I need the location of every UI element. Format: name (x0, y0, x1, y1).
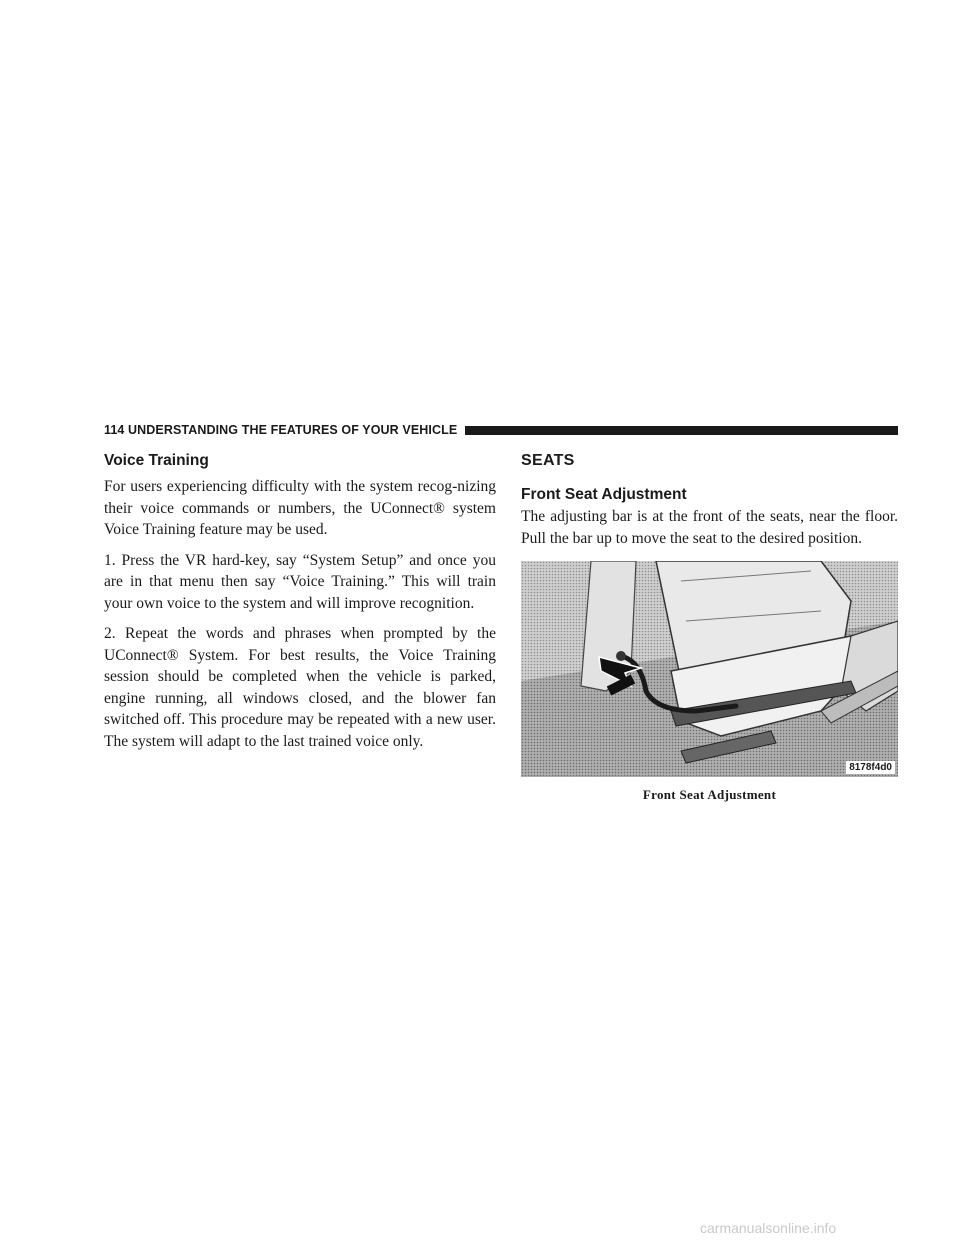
front-seat-heading: Front Seat Adjustment (521, 486, 687, 503)
front-seat-text: The adjusting bar is at the front of the seats, near the floor. Pull the bar up to move the seat to the desired position. (521, 508, 898, 547)
seat-drawing (521, 561, 898, 777)
front-seat-illustration (521, 561, 898, 777)
voice-training-intro: For users experiencing difficulty with the system recog-nizing their voice commands or numbers, the UConnect® system Voice Training feature may be used. (104, 478, 496, 538)
figure-code: 8178f4d0 (846, 761, 895, 774)
header-rule (465, 426, 898, 435)
voice-training-heading: Voice Training (104, 452, 209, 469)
figure-caption: Front Seat Adjustment (642, 787, 777, 802)
voice-training-step-2: 2. Repeat the words and phrases when prompted by the UConnect® System. For best results, the Voice Training session should be completed when the vehicle is parked, engine running, all windows closed, and the blower fan switched off. This procedure may be repeated with a new user. The system will adapt to the last trained voice only. (104, 625, 496, 750)
seats-section-title: SEATS (521, 452, 575, 469)
right-column (521, 450, 898, 803)
watermark: carmanualsonline.info (700, 1220, 837, 1236)
page-header-text: 114 UNDERSTANDING THE FEATURES OF YOUR VEHICLE (104, 423, 458, 437)
running-header (104, 422, 898, 438)
voice-training-step-1: 1. Press the VR hard-key, say “System Setup” and once you are in that menu then say “Voice Training.” This will train your own voice to the system and will improve recognition. (104, 551, 496, 612)
left-column (104, 450, 496, 752)
